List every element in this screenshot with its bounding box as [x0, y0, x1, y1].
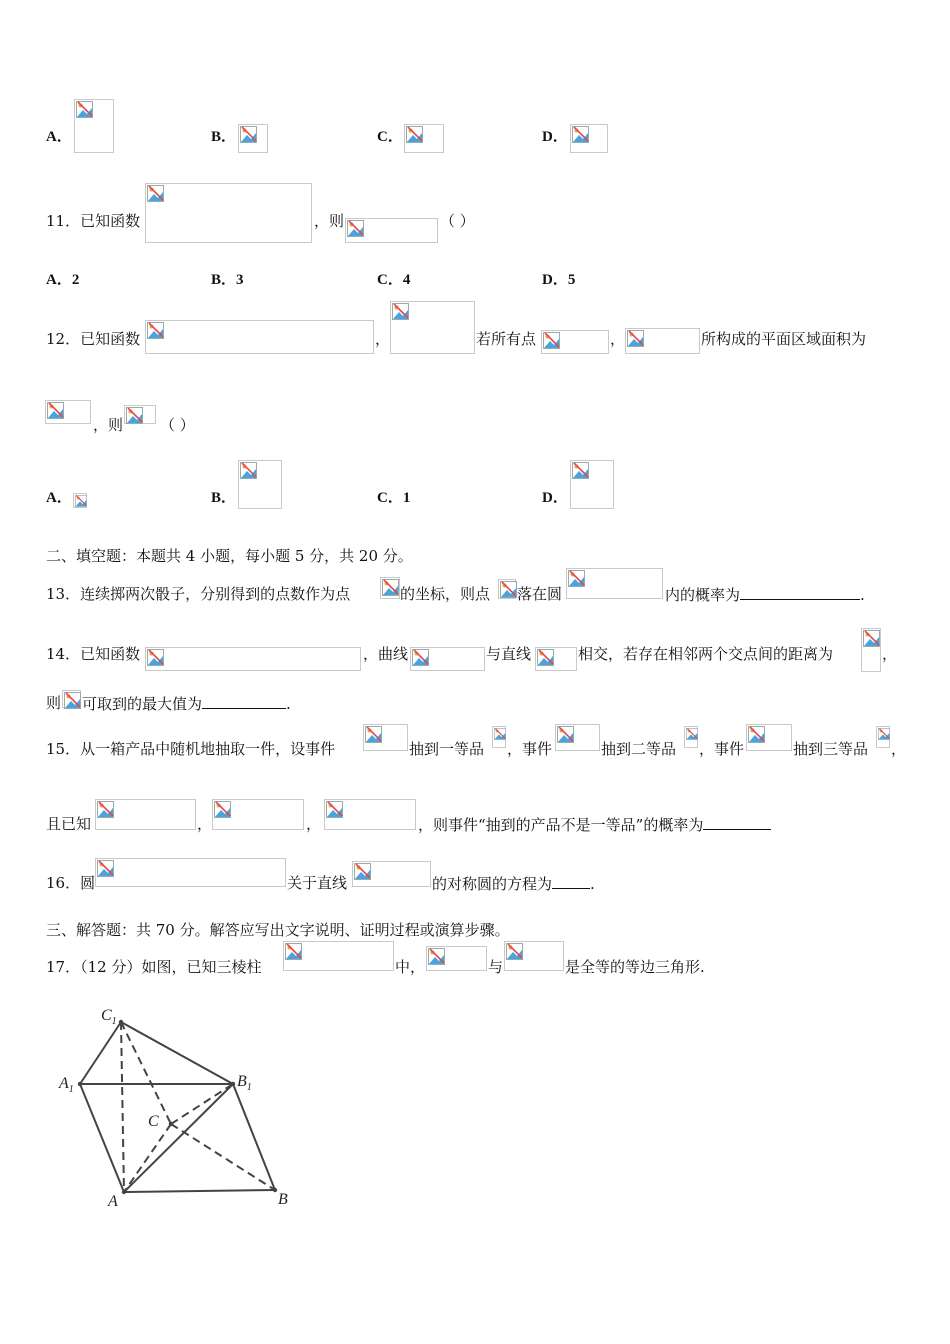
formula-image [426, 946, 487, 971]
question-number: 17． [46, 958, 81, 976]
formula-image [73, 493, 87, 508]
section-heading: 三、解答题：共 70 分。解答应写出文字说明、证明过程或演算步骤。 [46, 921, 510, 939]
label-c1: $C_1$ [101, 1007, 117, 1027]
q12-option-b: B． [211, 490, 237, 506]
q14-stem: 14．已知函数 [46, 645, 141, 663]
formula-image [145, 320, 374, 354]
image-placeholder-icon [627, 330, 644, 347]
image-placeholder-icon [97, 801, 114, 818]
formula-image [62, 690, 81, 708]
image-placeholder-icon [878, 728, 890, 740]
image-placeholder-icon [76, 101, 93, 118]
image-placeholder-icon [748, 726, 765, 743]
edge-a-b [124, 1190, 275, 1192]
formula-image [212, 799, 304, 830]
image-placeholder-icon [500, 581, 517, 598]
image-placeholder-icon [863, 630, 880, 647]
image-placeholder-icon [392, 303, 409, 320]
formula-image [504, 941, 564, 971]
q11-stem: 11．已知函数 [46, 212, 141, 230]
formula-image [380, 577, 400, 599]
answer-blank[interactable] [202, 694, 286, 709]
q11-option-a: A．2 [46, 272, 80, 288]
hidden-edges [121, 1022, 275, 1192]
vertices [78, 1020, 277, 1194]
formula-image [95, 799, 196, 830]
formula-image [684, 726, 698, 748]
formula-image [352, 861, 431, 887]
edge-c1-b1 [121, 1022, 233, 1084]
image-placeholder-icon [285, 943, 302, 960]
formula-image [95, 858, 286, 887]
formula-image [746, 724, 792, 751]
image-placeholder-icon [75, 495, 87, 507]
q12-option-c: C．1 [377, 490, 411, 506]
label-b1: $B_1$ [237, 1073, 252, 1093]
formula-image [238, 460, 282, 509]
image-placeholder-icon [126, 407, 143, 424]
image-placeholder-icon [214, 801, 231, 818]
formula-image [145, 183, 312, 243]
image-placeholder-icon [406, 126, 423, 143]
question-number: 14． [46, 645, 81, 663]
q11-option-c: C．4 [377, 272, 411, 288]
prism-figure [55, 1000, 305, 1215]
q17-stem: 17．（12 分）如图，已知三棱柱 [46, 958, 262, 976]
formula-image [566, 568, 663, 599]
q10-option-d: D． [542, 129, 568, 145]
vertex-labels [58, 1007, 288, 1210]
formula-image [498, 579, 516, 599]
image-placeholder-icon [537, 649, 554, 666]
image-placeholder-icon [557, 726, 574, 743]
image-placeholder-icon [147, 185, 164, 202]
image-placeholder-icon [506, 943, 523, 960]
formula-image [324, 799, 416, 830]
formula-image [345, 218, 438, 243]
q12-stem: 12．已知函数 [46, 330, 141, 348]
image-placeholder-icon [494, 728, 506, 740]
formula-image [124, 405, 156, 424]
q10-option-c: C． [377, 129, 403, 145]
formula-image [625, 328, 700, 354]
formula-image [145, 647, 361, 671]
q15-stem: 15．从一箱产品中随机地抽取一件，设事件 [46, 740, 336, 758]
question-number: 11． [46, 212, 81, 230]
edge-a1-a [80, 1084, 124, 1192]
answer-blank[interactable] [740, 585, 860, 600]
edge-c-b [171, 1124, 275, 1190]
formula-image [45, 400, 91, 424]
edge-c1-a [121, 1022, 124, 1192]
edge-b1-a [124, 1084, 233, 1192]
image-placeholder-icon [568, 570, 585, 587]
formula-image [363, 724, 408, 751]
formula-image [535, 647, 577, 671]
image-placeholder-icon [686, 728, 698, 740]
q16-stem: 16．圆 [46, 874, 96, 892]
question-number: 13． [46, 585, 81, 603]
question-number: 16． [46, 874, 81, 892]
edge-c-b1 [171, 1084, 233, 1124]
q11-option-b: B．3 [211, 272, 244, 288]
formula-image [492, 726, 506, 748]
formula-image [570, 124, 608, 153]
image-placeholder-icon [412, 649, 429, 666]
q12-option-d: D． [542, 490, 568, 506]
image-placeholder-icon [326, 801, 343, 818]
label-a: A [108, 1193, 118, 1210]
image-placeholder-icon [572, 462, 589, 479]
question-number: 15． [46, 740, 81, 758]
formula-image [570, 460, 614, 509]
solid-edges [80, 1022, 275, 1192]
image-placeholder-icon [47, 402, 64, 419]
image-placeholder-icon [354, 863, 371, 880]
edge-c-a [124, 1124, 171, 1192]
edge-c1-c [121, 1022, 171, 1124]
section-heading: 二、填空题：本题共 4 小题，每小题 5 分，共 20 分。 [46, 547, 413, 565]
edge-b1-b [233, 1084, 275, 1190]
image-placeholder-icon [347, 220, 364, 237]
image-placeholder-icon [147, 649, 164, 666]
formula-image [404, 124, 444, 153]
image-placeholder-icon [240, 126, 257, 143]
formula-image [238, 124, 268, 153]
q10-option-b: B． [211, 129, 237, 145]
q13-stem: 13．连续掷两次骰子，分别得到的点数作为点 [46, 585, 351, 603]
image-placeholder-icon [147, 322, 164, 339]
q10-option-a: A． [46, 129, 72, 145]
formula-image [74, 99, 114, 153]
question-number: 12． [46, 330, 81, 348]
label-a1: $A_1$ [59, 1075, 74, 1095]
answer-blank[interactable] [552, 874, 590, 889]
image-placeholder-icon [97, 860, 114, 877]
image-placeholder-icon [240, 462, 257, 479]
formula-image [390, 301, 475, 354]
formula-image [410, 647, 485, 671]
label-c: C [148, 1113, 159, 1130]
formula-image [861, 628, 881, 672]
image-placeholder-icon [572, 126, 589, 143]
q12-option-a: A． [46, 490, 72, 506]
image-placeholder-icon [64, 692, 81, 709]
formula-image [876, 726, 890, 748]
edge-c1-a1 [80, 1022, 121, 1084]
formula-image [555, 724, 600, 751]
answer-blank[interactable] [703, 815, 771, 830]
image-placeholder-icon [428, 948, 445, 965]
image-placeholder-icon [382, 579, 399, 596]
formula-image [283, 941, 394, 971]
formula-image [541, 330, 609, 354]
image-placeholder-icon [543, 332, 560, 349]
q11-option-d: D．5 [542, 272, 576, 288]
image-placeholder-icon [365, 726, 382, 743]
label-b: B [278, 1191, 288, 1208]
